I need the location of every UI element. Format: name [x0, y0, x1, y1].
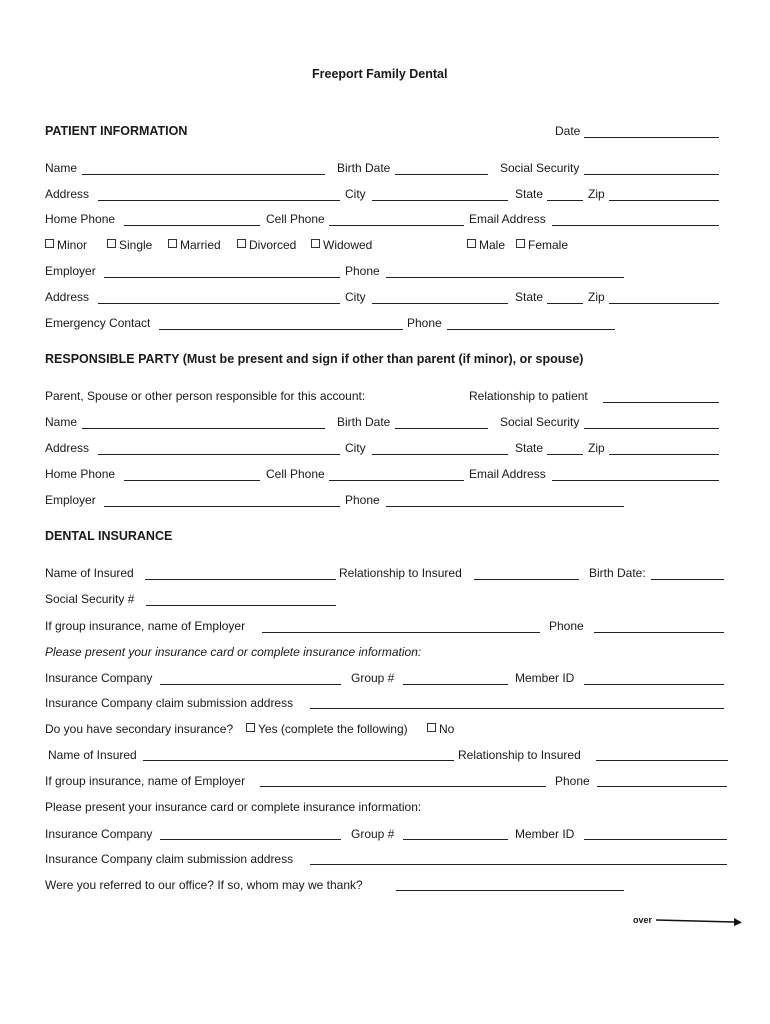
- email-field[interactable]: [552, 225, 719, 226]
- rp-employer-label: Employer: [45, 493, 96, 507]
- rp-phone-field[interactable]: [386, 506, 624, 507]
- checkbox-icon[interactable]: [311, 239, 320, 248]
- present-card-note: Please present your insurance card or complete insurance information:: [45, 645, 422, 659]
- member-label: Member ID: [515, 671, 575, 685]
- claim-address2-field[interactable]: [310, 864, 727, 865]
- city2-field[interactable]: [372, 303, 508, 304]
- cell-phone-label: Cell Phone: [266, 212, 325, 226]
- rp-home-phone-field[interactable]: [124, 480, 260, 481]
- company2-field[interactable]: [160, 839, 341, 840]
- zip-field[interactable]: [609, 200, 719, 201]
- address2-field[interactable]: [98, 303, 340, 304]
- state-label: State: [515, 187, 544, 201]
- employer-label: Employer: [45, 264, 96, 278]
- referred-question: Were you referred to our office? If so, whom may we thank?: [45, 878, 363, 892]
- present-card-note2: Please present your insurance card or complete insurance information:: [45, 800, 422, 814]
- form-title: Freeport Family Dental: [312, 67, 448, 81]
- rp-cell-phone-label: Cell Phone: [266, 467, 325, 481]
- birth-date-label: Birth Date: [337, 161, 391, 175]
- rp-ssn-field[interactable]: [584, 428, 719, 429]
- city2-label: City: [345, 290, 366, 304]
- claim-address-label: Insurance Company claim submission address: [45, 696, 294, 710]
- insured2-name-label: Name of Insured: [48, 748, 137, 762]
- rp-zip-field[interactable]: [609, 454, 719, 455]
- zip-label: Zip: [588, 187, 605, 201]
- group-label: Group #: [351, 671, 395, 685]
- birth-date-field[interactable]: [395, 174, 488, 175]
- home-phone-field[interactable]: [124, 225, 260, 226]
- relationship-field[interactable]: [603, 402, 719, 403]
- rp-phone-label: Phone: [345, 493, 380, 507]
- home-phone-label: Home Phone: [45, 212, 116, 226]
- name-field[interactable]: [82, 174, 325, 175]
- address2-label: Address: [45, 290, 90, 304]
- insured2-relationship-field[interactable]: [596, 760, 728, 761]
- claim-address-field[interactable]: [310, 708, 724, 709]
- city-label: City: [345, 187, 366, 201]
- secondary-yes-option[interactable]: Yes (complete the following): [246, 722, 408, 736]
- group-phone-field[interactable]: [594, 632, 724, 633]
- male-option[interactable]: Male: [467, 238, 505, 252]
- checkbox-icon[interactable]: [168, 239, 177, 248]
- checkbox-icon[interactable]: [427, 723, 436, 732]
- checkbox-icon[interactable]: [246, 723, 255, 732]
- rp-state-label: State: [515, 441, 544, 455]
- checkbox-icon[interactable]: [45, 239, 54, 248]
- employer-phone-label: Phone: [345, 264, 380, 278]
- rp-address-field[interactable]: [98, 454, 340, 455]
- group-phone2-label: Phone: [555, 774, 590, 788]
- rp-employer-field[interactable]: [104, 506, 340, 507]
- checkbox-icon[interactable]: [237, 239, 246, 248]
- checkbox-icon[interactable]: [467, 239, 476, 248]
- rp-email-field[interactable]: [552, 480, 719, 481]
- ssn-label: Social Security: [500, 161, 580, 175]
- responsible-heading: RESPONSIBLE PARTY (Must be present and sign if other than parent (if minor), or spouse): [45, 352, 584, 366]
- rp-birth-date-field[interactable]: [395, 428, 488, 429]
- member2-field[interactable]: [584, 839, 727, 840]
- divorced-option[interactable]: Divorced: [237, 238, 296, 252]
- insured-relationship-label: Relationship to Insured: [339, 566, 462, 580]
- female-option[interactable]: Female: [516, 238, 568, 252]
- insured-ssn-field[interactable]: [146, 605, 336, 606]
- checkbox-icon[interactable]: [516, 239, 525, 248]
- rp-city-field[interactable]: [372, 454, 508, 455]
- cell-phone-field[interactable]: [329, 225, 464, 226]
- member2-label: Member ID: [515, 827, 575, 841]
- rp-city-label: City: [345, 441, 366, 455]
- company2-label: Insurance Company: [45, 827, 153, 841]
- date-label: Date: [555, 124, 581, 138]
- rp-name-field[interactable]: [82, 428, 325, 429]
- state2-label: State: [515, 290, 544, 304]
- claim-address2-label: Insurance Company claim submission address: [45, 852, 294, 866]
- group-phone2-field[interactable]: [597, 786, 727, 787]
- rp-state-field[interactable]: [547, 454, 583, 455]
- insured-name-field[interactable]: [145, 579, 336, 580]
- rp-name-label: Name: [45, 415, 78, 429]
- zip2-label: Zip: [588, 290, 605, 304]
- responsible-intro: Parent, Spouse or other person responsible for this account:: [45, 389, 366, 403]
- secondary-no-option[interactable]: No: [427, 722, 454, 736]
- company-field[interactable]: [160, 684, 341, 685]
- group-employer2-field[interactable]: [260, 786, 546, 787]
- patient-heading: PATIENT INFORMATION: [45, 124, 188, 138]
- member-field[interactable]: [584, 684, 724, 685]
- checkbox-icon[interactable]: [107, 239, 116, 248]
- emergency-phone-field[interactable]: [447, 329, 615, 330]
- address-label: Address: [45, 187, 90, 201]
- married-option[interactable]: Married: [168, 238, 221, 252]
- city-field[interactable]: [372, 200, 508, 201]
- zip2-field[interactable]: [609, 303, 719, 304]
- employer-phone-field[interactable]: [386, 277, 624, 278]
- rp-email-label: Email Address: [469, 467, 546, 481]
- state-field[interactable]: [547, 200, 583, 201]
- group-field[interactable]: [403, 684, 508, 685]
- group2-field[interactable]: [403, 839, 508, 840]
- relationship-label: Relationship to patient: [469, 389, 588, 403]
- emergency-phone-label: Phone: [407, 316, 442, 330]
- secondary-question: Do you have secondary insurance?: [45, 722, 234, 736]
- insured2-relationship-label: Relationship to Insured: [458, 748, 581, 762]
- insurance-heading: DENTAL INSURANCE: [45, 529, 173, 543]
- insured-birth-date-label: Birth Date:: [589, 566, 646, 580]
- group-employer2-label: If group insurance, name of Employer: [45, 774, 246, 788]
- over-label: over: [633, 915, 653, 925]
- group2-label: Group #: [351, 827, 395, 841]
- insured-birth-date-field[interactable]: [651, 579, 724, 580]
- name-label: Name: [45, 161, 78, 175]
- insured-ssn-label: Social Security #: [45, 592, 135, 606]
- rp-birth-date-label: Birth Date: [337, 415, 391, 429]
- arrow-right-icon: [656, 914, 744, 928]
- employer-field[interactable]: [104, 277, 340, 278]
- group-employer-field[interactable]: [262, 632, 540, 633]
- rp-cell-phone-field[interactable]: [329, 480, 464, 481]
- insured-relationship-field[interactable]: [474, 579, 579, 580]
- rp-address-label: Address: [45, 441, 90, 455]
- rp-home-phone-label: Home Phone: [45, 467, 116, 481]
- insured2-name-field[interactable]: [143, 760, 454, 761]
- group-phone-label: Phone: [549, 619, 584, 633]
- address-field[interactable]: [98, 200, 340, 201]
- email-label: Email Address: [469, 212, 546, 226]
- ssn-field[interactable]: [584, 174, 719, 175]
- rp-zip-label: Zip: [588, 441, 605, 455]
- group-employer-label: If group insurance, name of Employer: [45, 619, 246, 633]
- date-field[interactable]: [584, 137, 719, 138]
- insured-name-label: Name of Insured: [45, 566, 134, 580]
- company-label: Insurance Company: [45, 671, 153, 685]
- widowed-option[interactable]: Widowed: [311, 238, 372, 252]
- emergency-field[interactable]: [159, 329, 403, 330]
- minor-option[interactable]: Minor: [45, 238, 87, 252]
- state2-field[interactable]: [547, 303, 583, 304]
- referred-field[interactable]: [396, 890, 624, 891]
- single-option[interactable]: Single: [107, 238, 152, 252]
- rp-ssn-label: Social Security: [500, 415, 580, 429]
- emergency-label: Emergency Contact: [45, 316, 151, 330]
